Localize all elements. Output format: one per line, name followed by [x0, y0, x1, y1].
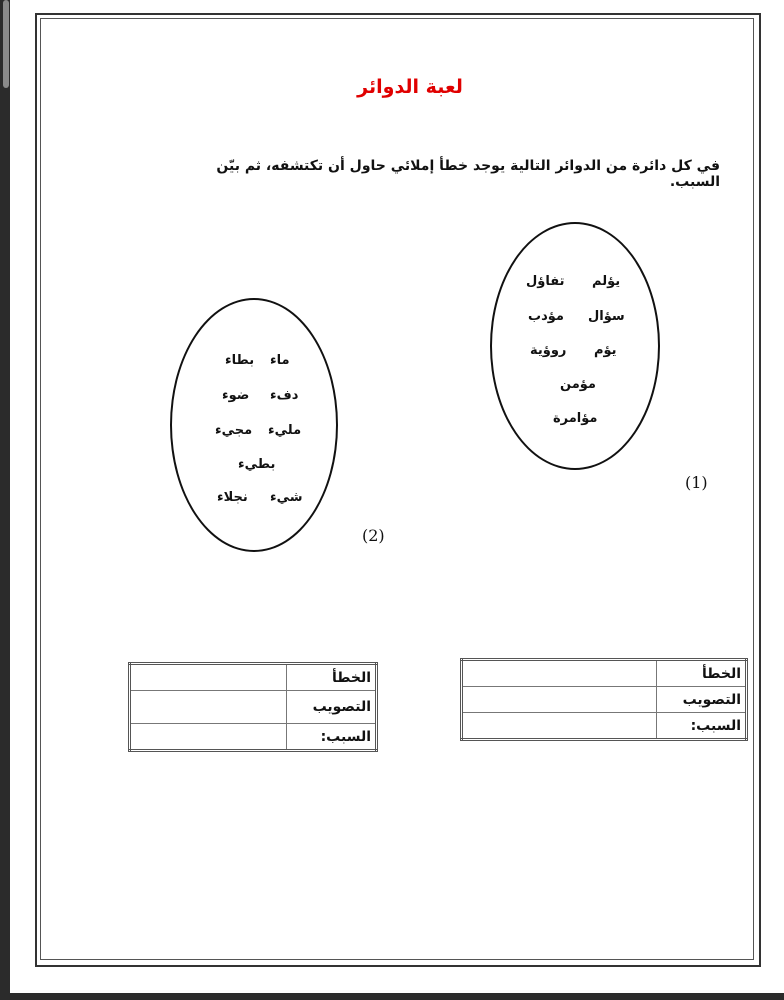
row-label: السبب: [287, 724, 377, 751]
table-row [462, 713, 747, 740]
circle-1-word: روؤية [530, 343, 567, 358]
scrollbar[interactable] [3, 0, 9, 88]
circle-2-word: مليء [268, 423, 302, 438]
answer-cell[interactable] [462, 660, 657, 687]
circle-1-word: مؤامرة [553, 411, 598, 426]
circle-1-word: تفاؤل [526, 274, 565, 289]
circle-1 [490, 222, 660, 470]
table-row [462, 660, 747, 687]
row-label: الخطأ [287, 664, 377, 691]
circle-1-word: سؤال [588, 309, 625, 324]
circle-2-word: شيء [270, 490, 303, 505]
circle-2-word: دفء [270, 388, 299, 403]
row-label: السبب: [657, 713, 747, 740]
answer-table-1 [460, 658, 748, 741]
circle-1-number: (1) [685, 473, 708, 492]
answer-table-2 [128, 662, 378, 752]
answer-cell[interactable] [130, 724, 287, 751]
answer-cell[interactable] [130, 691, 287, 724]
circle-2-word: بطيء [238, 457, 276, 472]
table-row [130, 664, 377, 691]
table-row [130, 691, 377, 724]
circle-2 [170, 298, 338, 552]
row-label: الخطأ [657, 660, 747, 687]
circle-1-word: يؤم [594, 343, 617, 358]
answer-cell[interactable] [462, 713, 657, 740]
answer-cell[interactable] [130, 664, 287, 691]
answer-cell[interactable] [462, 687, 657, 713]
circle-2-word: ضوء [222, 388, 250, 403]
table-row [462, 687, 747, 713]
instruction-text: في كل دائرة من الدوائر التالية يوجد خطأ إملائي حاول أن تكتشفه، ثم بيّن السبب. [216, 158, 720, 190]
circle-2-word: ماء [270, 353, 290, 368]
circle-2-word: بطاء [225, 353, 255, 368]
circle-1-word: مؤمن [560, 377, 596, 392]
table-row [130, 724, 377, 751]
page-title: لعبة الدوائر [357, 76, 463, 98]
circle-2-number: (2) [362, 526, 385, 545]
circle-2-word: نجلاء [217, 490, 248, 505]
document-page [10, 0, 784, 993]
circle-2-word: مجيء [215, 423, 253, 438]
window-bottom-edge [0, 993, 784, 1000]
circle-1-word: مؤدب [528, 309, 564, 324]
row-label: التصويب [287, 691, 377, 724]
circle-1-word: يؤلم [592, 274, 621, 289]
row-label: التصويب [657, 687, 747, 713]
